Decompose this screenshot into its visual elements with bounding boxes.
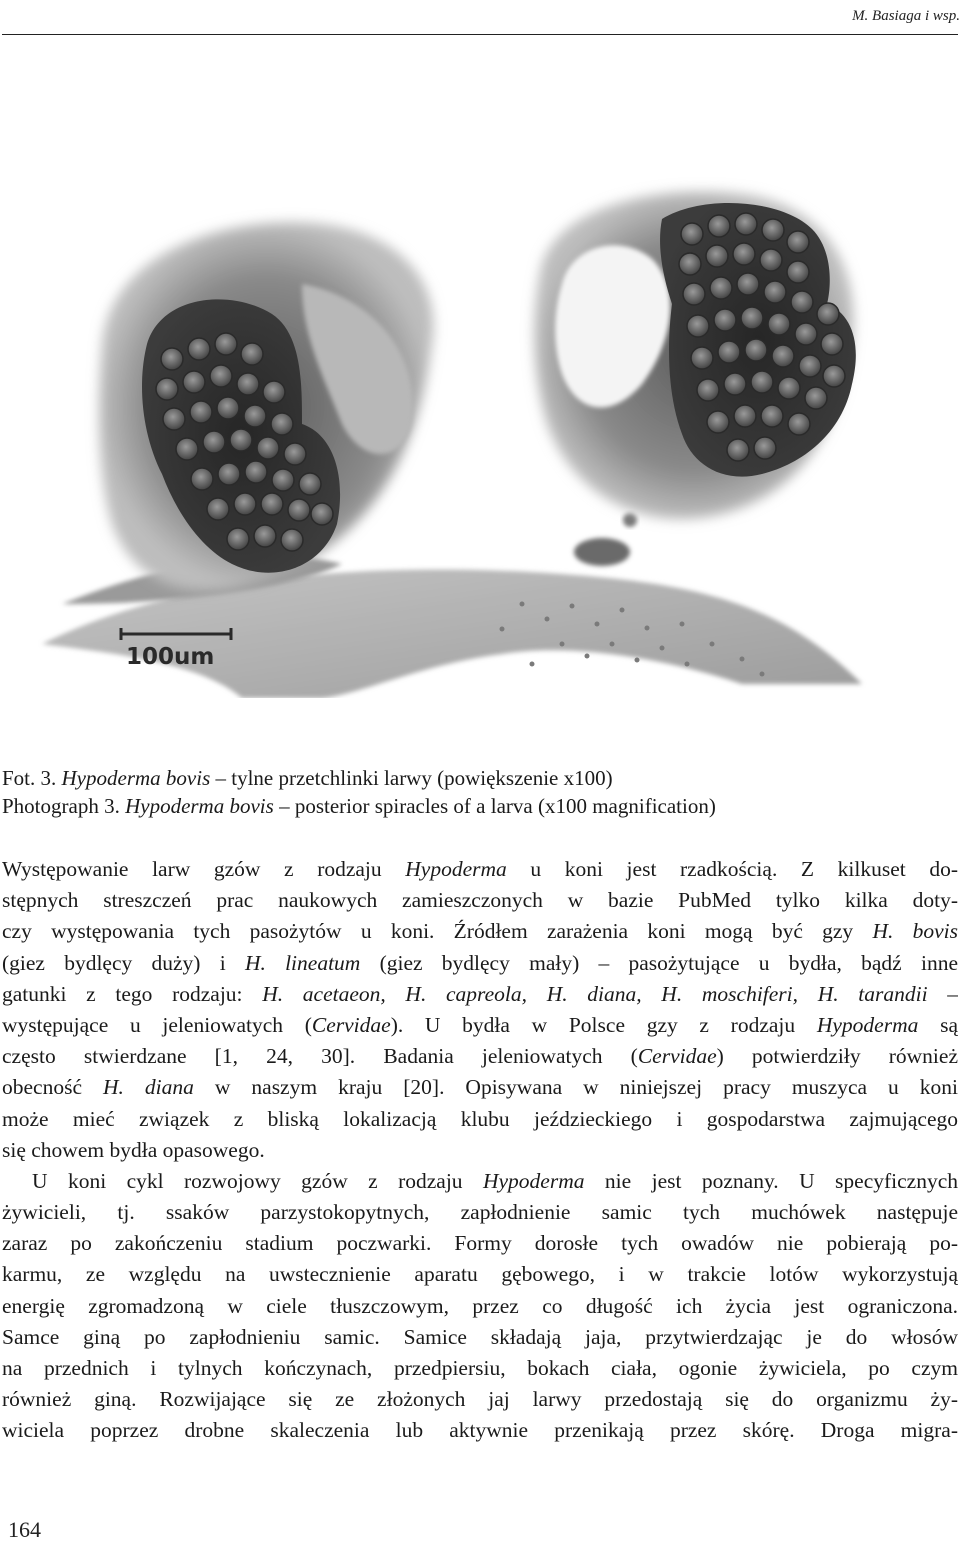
italic-term: H. lineatum xyxy=(244,950,361,975)
body-line xyxy=(2,1010,958,1041)
header-rule xyxy=(2,34,958,35)
text-segment: wiciela poprzez drobne skaleczenia lub aktywnie przenikają przez skórę. Droga migra- xyxy=(2,1418,958,1443)
body-line xyxy=(2,854,958,885)
italic-term: H. acetaeon, H. capreola, H. diana, H. moschiferi, H. tarandii xyxy=(262,981,928,1006)
caption-species: Hypoderma bovis xyxy=(61,766,211,790)
text-segment: występujące u jeleniowatych ( xyxy=(2,1012,312,1037)
body-line xyxy=(2,1072,958,1103)
caption-rest: – tylne przetchlinki larwy (powiększenie x100) xyxy=(210,766,613,790)
italic-term: Hypoderma xyxy=(482,1168,585,1193)
text-segment: może mieć związek z bliską lokalizacją klubu jeździeckiego i gospodarstwa zajmującego xyxy=(2,1106,958,1131)
running-head-text: M. Basiaga i wsp. xyxy=(852,8,960,24)
italic-term: Hypoderma xyxy=(816,1012,919,1037)
body-line xyxy=(2,1353,958,1384)
body-line xyxy=(2,1415,958,1446)
text-segment: stępnych streszczeń prac naukowych zamieszczonych w bazie PubMed tylko kilka doty- xyxy=(2,888,958,913)
body-line xyxy=(2,1166,958,1197)
italic-term: H. diana xyxy=(103,1075,194,1100)
italic-term: Cervidae xyxy=(311,1012,391,1037)
body-line xyxy=(2,1135,958,1166)
caption-species: Hypoderma bovis xyxy=(125,794,274,818)
micrograph-svg xyxy=(2,44,958,698)
text-segment: w naszym kraju [20]. Opisywana w niniejszej pracy muszyca u koni xyxy=(193,1075,958,1100)
body-line xyxy=(2,1384,958,1415)
text-segment: zaraz po zakończeniu stadium poczwarki. Formy dorosłe tych owadów nie pobierają po- xyxy=(2,1231,958,1256)
text-segment: U koni cykl rozwojowy gzów z rodzaju xyxy=(32,1168,483,1193)
text-segment: (giez bydlęcy duży) i xyxy=(2,950,245,975)
figure-caption-polish xyxy=(2,764,952,792)
text-segment: często stwierdzane [1, 24, 30]. Badania jeleniowatych ( xyxy=(2,1044,638,1069)
body-line xyxy=(2,1104,958,1135)
micrograph-photo xyxy=(2,44,958,698)
figure-caption-english xyxy=(2,792,952,820)
text-segment: ) potwierdziły również xyxy=(716,1044,958,1069)
body-text xyxy=(2,854,958,1447)
text-segment: energię zgromadzoną w ciele tłuszczowym, przez co długość ich życia jest ograniczona. xyxy=(2,1293,958,1318)
text-segment: również giną. Rozwijające się ze złożonych jaj larwy przedostają się do organizmu ży- xyxy=(2,1387,958,1412)
body-line xyxy=(2,1291,958,1322)
body-line xyxy=(2,916,958,947)
text-segment: są xyxy=(918,1012,958,1037)
caption-rest: – posterior spiracles of a larva (x100 magnification) xyxy=(273,794,716,818)
body-line xyxy=(2,1041,958,1072)
text-segment: Występowanie larw gzów z rodzaju xyxy=(2,857,406,881)
italic-term: Hypoderma xyxy=(405,857,507,881)
body-line xyxy=(2,948,958,979)
caption-prefix: Fot. 3. xyxy=(2,766,62,790)
text-segment: – xyxy=(927,981,958,1006)
text-segment: żywicieli, tj. ssaków parzystokopytnych, zapłodnienie samic tych muchówek następuje xyxy=(2,1200,958,1225)
text-segment: gatunki z tego rodzaju: xyxy=(2,981,263,1006)
debris-blob xyxy=(574,538,630,566)
body-line xyxy=(2,885,958,916)
body-line xyxy=(2,1322,958,1353)
body-line xyxy=(2,1197,958,1228)
text-segment: ). U bydła w Polsce gzy z rodzaju xyxy=(390,1012,817,1037)
text-segment: nie jest poznany. U specyficznych xyxy=(584,1168,958,1193)
italic-term: Cervidae xyxy=(637,1044,717,1069)
text-segment: karmu, ze względu na uwstecznienie aparatu gębowego, i w trakcie lotów wykorzystują xyxy=(2,1262,958,1287)
body-line xyxy=(2,979,958,1010)
caption-prefix: Photograph 3. xyxy=(2,794,126,818)
running-head xyxy=(8,8,960,25)
text-segment: czy występowania tych pasożytów u koni. Źródłem zarażenia koni mogą być gzy xyxy=(2,919,873,944)
body-line xyxy=(2,1259,958,1290)
text-segment: Samce giną po zapłodnieniu samic. Samice składają jaja, przytwierdzając je do włosów xyxy=(2,1324,958,1349)
italic-term: H. bovis xyxy=(872,919,958,944)
text-segment: się chowem bydła opasowego. xyxy=(2,1137,265,1162)
body-line xyxy=(2,1228,958,1259)
text-segment: obecność xyxy=(2,1075,103,1100)
debris-dot xyxy=(623,513,637,527)
text-segment: na przednich i tylnych kończynach, przedpiersiu, bokach ciała, ogonie żywiciela, po czym xyxy=(2,1356,958,1380)
text-segment: u koni jest rzadkością. Z kilkuset do- xyxy=(506,857,958,881)
scale-bar-label: 100um xyxy=(126,644,215,670)
text-segment: (giez bydlęcy mały) – pasożytujące u bydła, bądź inne xyxy=(360,950,958,975)
page-number: 164 xyxy=(8,1517,41,1542)
